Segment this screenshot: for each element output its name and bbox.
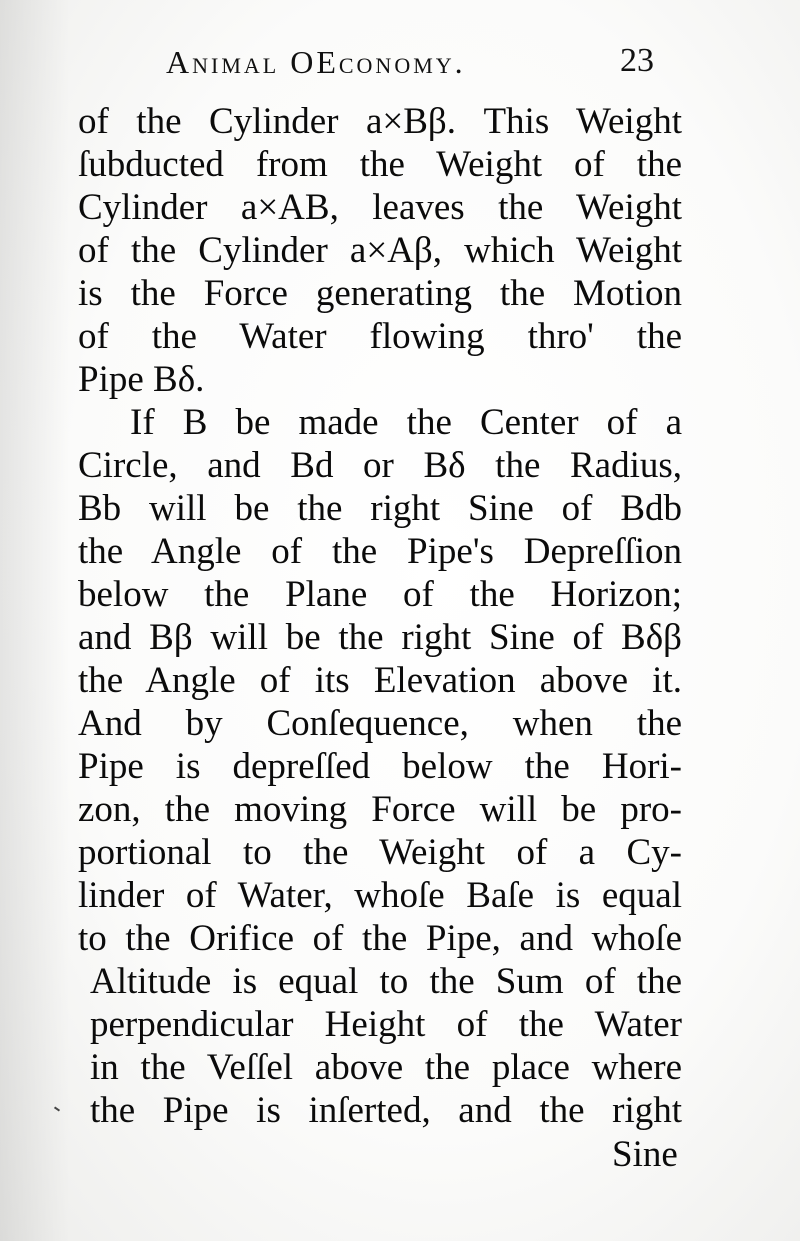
text-line: the Angle of its Elevation above it. [78,660,682,701]
text-line: and Bβ will be the right Sine of Bδβ [78,617,682,658]
text-line: of the Cylinder a×Bβ. This Weight [78,101,682,142]
text-line: perpendicular Height of the Water [90,1004,682,1045]
text-line: of the Cylinder a×Aβ, which Weight [78,230,682,271]
text-line: below the Plane of the Horizon; [78,574,682,615]
binding-shadow [0,0,70,1241]
text-line: portional to the Weight of a Cy- [78,832,682,873]
text-line: the Pipe is inſerted, and the right [90,1090,682,1131]
text-line: the Angle of the Pipe's Depreſſion [78,531,682,572]
running-head [160,42,680,82]
text-line: zon, the moving Force will be pro- [78,789,682,830]
text-line: is the Force generating the Motion [78,273,682,314]
text-line: Circle, and Bd or Bδ the Radius, [78,445,682,486]
text-line: of the Water flowing thro' the [78,316,682,357]
paragraph-start-line: If B be made the Center of a [130,402,682,443]
catchword: Sine [612,1134,678,1175]
text-line: Altitude is equal to the Sum of the [90,961,682,1002]
text-line: Bb will be the right Sine of Bdb [78,488,682,529]
text-line: ſubducted from the Weight of the [78,144,682,185]
text-line: And by Conſequence, when the [78,703,682,744]
text-line: Cylinder a×AB, leaves the Weight [78,187,682,228]
page-number: 23 [620,42,654,79]
text-line: in the Veſſel above the place where [90,1047,682,1088]
text-line: to the Orifice of the Pipe, and whoſe [78,918,682,959]
body-text [78,100,682,1132]
text-line: Pipe is depreſſed below the Hori- [78,746,682,787]
text-line: Pipe Bδ. [78,359,205,400]
text-line: linder of Water, whoſe Baſe is equal [78,875,682,916]
running-title: Animal OEconomy. [166,44,466,80]
